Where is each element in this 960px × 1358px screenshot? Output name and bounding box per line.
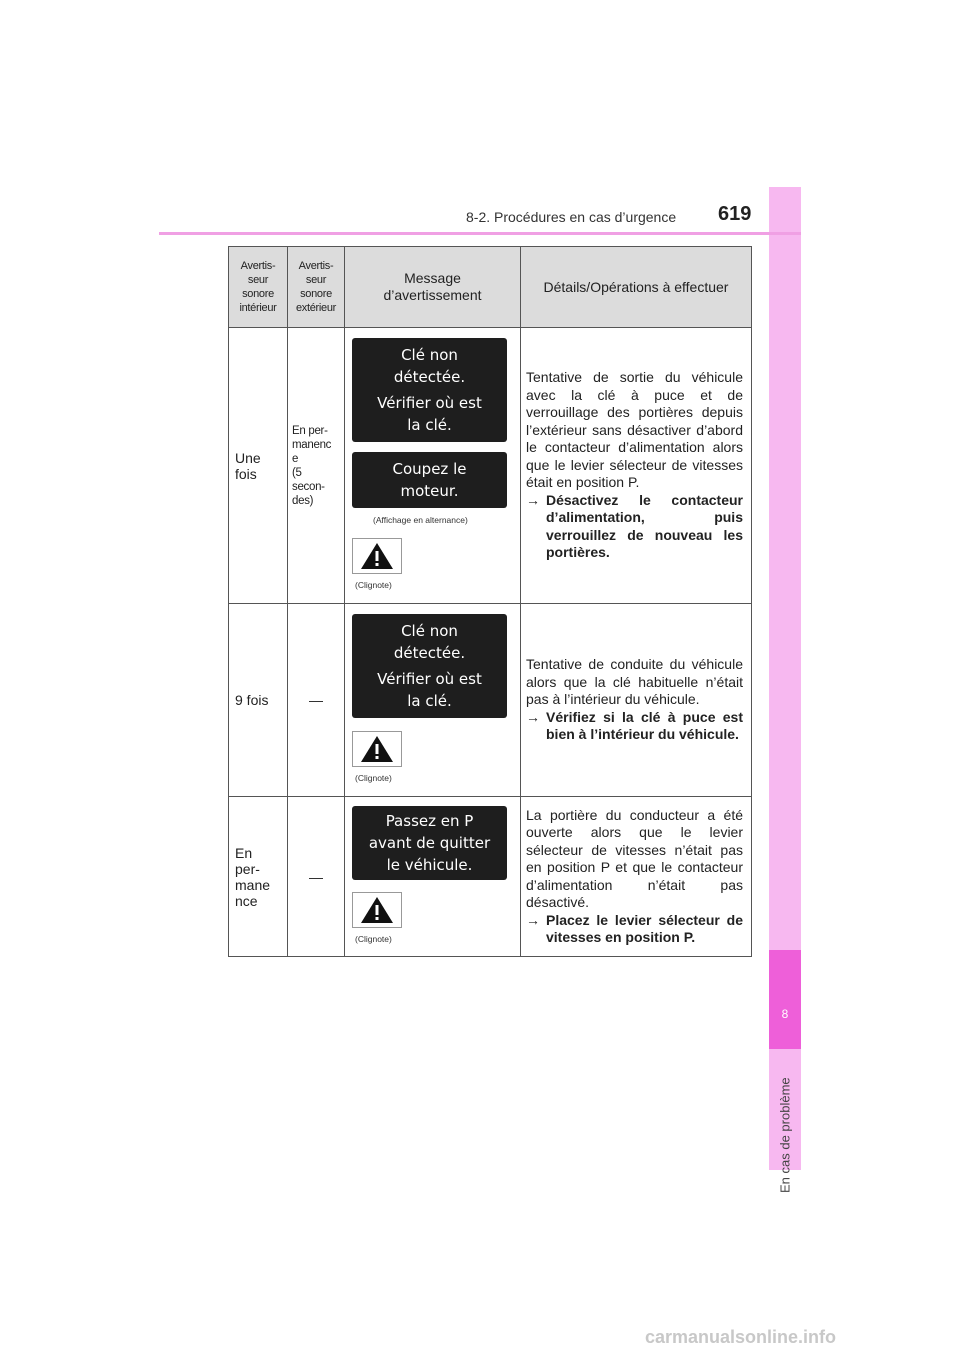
section-title: 8-2. Procédures en cas d’urgence: [466, 209, 677, 225]
action-line: [526, 912, 743, 947]
action-text: Vérifiez si la clé à puce est bien à l’intérieur du véhicule.: [546, 708, 743, 743]
details-cell: [521, 328, 752, 604]
message-cell: [345, 797, 521, 957]
arrow-icon: →: [526, 708, 540, 725]
display-message-stop-engine: Coupez le moteur.: [352, 452, 507, 508]
warning-triangle-icon: [360, 735, 394, 763]
exterior-buzzer-cell: En per- manenc e (5 secon- des): [288, 328, 345, 604]
blink-note: (Clignote): [355, 773, 392, 783]
action-text: Désactivez le contacteur d’alimentation, puis verrouillez de nouveau les portières.: [546, 491, 743, 561]
header-rule: [159, 232, 801, 235]
chapter-side-tab: [769, 187, 801, 1193]
action-line: [526, 492, 743, 562]
exterior-buzzer-cell: —: [288, 604, 345, 797]
arrow-icon: →: [526, 911, 540, 928]
display-message-key-not-detected: Clé non détectée. Vérifier où est la clé.: [352, 338, 507, 442]
warning-light-box: [352, 892, 402, 928]
blink-note: (Clignote): [355, 934, 392, 944]
detail-text: La portière du conducteur a été ouverte alors que le levier sélecteur de vitesses n’était pas en position P et que le contacteur d’alimentation n’était pas désactivé.: [526, 806, 743, 910]
watermark: carmanualsonline.info: [645, 1327, 837, 1347]
warning-table: [228, 246, 752, 957]
display-message-shift-to-p: Passez en P avant de quitter le véhicule.: [352, 806, 507, 880]
chapter-title: En cas de problème: [777, 1077, 793, 1193]
arrow-icon: →: [526, 491, 540, 508]
message-cell: [345, 328, 521, 604]
detail-text: Tentative de conduite du véhicule alors que la clé habituelle n’était pas à l’intérieur du véhicule.: [526, 656, 743, 708]
details-cell: [521, 604, 752, 797]
interior-buzzer-cell: 9 fois: [229, 604, 288, 797]
header-interior-buzzer: Avertis- seur sonore intérieur: [229, 247, 288, 328]
warning-triangle-icon: [360, 542, 394, 570]
chapter-number: 8: [781, 1007, 789, 1021]
warning-light-box: [352, 538, 402, 574]
display-message-key-not-detected: Clé non détectée. Vérifier où est la clé.: [352, 614, 507, 718]
detail-text: Tentative de sortie du véhicule avec la clé à puce et de verrouillage des portières depuis l’extérieur sans désactiver d’abord le contacteur d’alimentation alors que le levier sélecteur de vitesses était en position P.: [526, 369, 743, 491]
table-header-row: [229, 247, 752, 328]
chapter-number-box: [769, 950, 801, 1049]
header-exterior-buzzer: Avertis- seur sonore extérieur: [288, 247, 345, 328]
action-text: Placez le levier sélecteur de vitesses en position P.: [546, 911, 743, 945]
header-warning-message: Message d’avertissement: [345, 247, 521, 328]
exterior-buzzer-cell: —: [288, 797, 345, 957]
table-row: [229, 328, 752, 604]
message-cell: [345, 604, 521, 797]
details-cell: [521, 797, 752, 957]
header-details: Détails/Opérations à effectuer: [521, 247, 752, 328]
warning-triangle-icon: [360, 896, 394, 924]
table-row: [229, 604, 752, 797]
blink-note: (Clignote): [355, 580, 392, 590]
page-number: 619: [718, 203, 752, 225]
action-line: [526, 709, 743, 744]
interior-buzzer-cell: Une fois: [229, 328, 288, 604]
alternate-note: (Affichage en alternance): [373, 515, 468, 525]
table-row: [229, 797, 752, 957]
warning-light-box: [352, 731, 402, 767]
interior-buzzer-cell: En per- mane nce: [229, 797, 288, 957]
